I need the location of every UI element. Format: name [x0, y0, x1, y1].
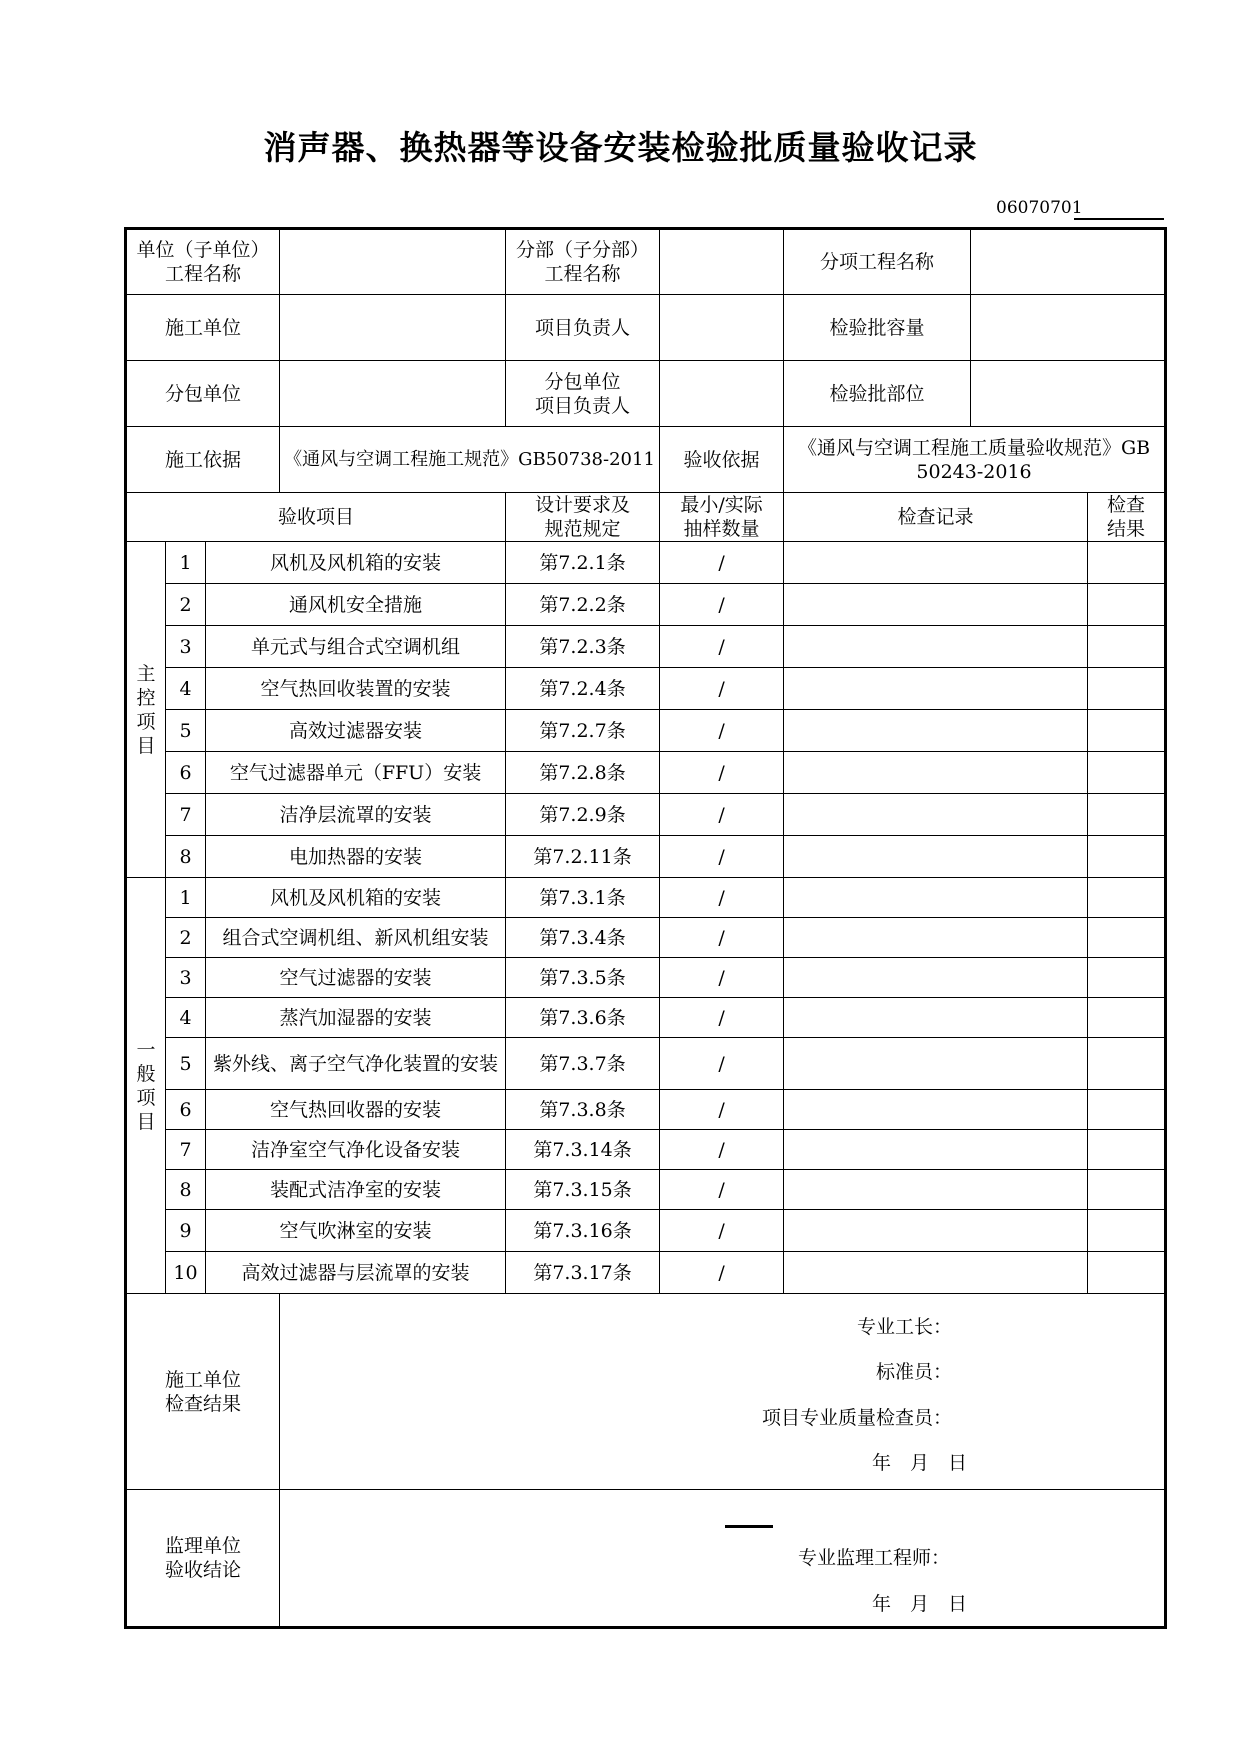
item-result[interactable]: [1088, 1038, 1166, 1090]
acceptance-record-table: [124, 227, 1167, 1629]
item-sample: /: [660, 1038, 784, 1090]
item-record[interactable]: [784, 542, 1088, 584]
item-result[interactable]: [1088, 918, 1166, 958]
item-result[interactable]: [1088, 542, 1166, 584]
item-result[interactable]: [1088, 584, 1166, 626]
general-row: [126, 958, 1166, 998]
item-name: 通风机安全措施: [206, 584, 506, 626]
item-name: 紫外线、离子空气净化装置的安装: [206, 1038, 506, 1090]
item-record[interactable]: [784, 794, 1088, 836]
item-name: 蒸汽加湿器的安装: [206, 998, 506, 1038]
item-record[interactable]: [784, 584, 1088, 626]
item-sample: /: [660, 626, 784, 668]
item-name: 单元式与组合式空调机组: [206, 626, 506, 668]
batch-capacity-value[interactable]: [971, 295, 1166, 361]
item-record[interactable]: [784, 1252, 1088, 1294]
column-item: 验收项目: [126, 493, 506, 542]
item-name: 组合式空调机组、新风机组安装: [206, 918, 506, 958]
item-sample: /: [660, 542, 784, 584]
header-row-construction: [126, 295, 1166, 361]
general-row: [126, 998, 1166, 1038]
item-sample: /: [660, 1130, 784, 1170]
main-control-row: [126, 710, 1166, 752]
item-number: 2: [166, 918, 206, 958]
item-result[interactable]: [1088, 1130, 1166, 1170]
batch-location-value[interactable]: [971, 361, 1166, 427]
construction-basis-value: 《通风与空调工程施工规范》GB50738-2011: [280, 427, 660, 493]
subcontract-manager-value[interactable]: [660, 361, 784, 427]
sub-item-label: 分项工程名称: [784, 229, 971, 295]
supervision-date: 年 月 日: [872, 1593, 968, 1615]
item-clause: 第7.2.11条: [506, 836, 660, 878]
item-number: 5: [166, 710, 206, 752]
item-clause: 第7.3.16条: [506, 1210, 660, 1252]
general-row: [126, 878, 1166, 918]
item-name: 空气过滤器的安装: [206, 958, 506, 998]
inspector-signature-label: 项目专业质量检查员：: [762, 1407, 953, 1429]
item-record[interactable]: [784, 1130, 1088, 1170]
item-sample: /: [660, 794, 784, 836]
subcontract-unit-value[interactable]: [280, 361, 506, 427]
item-result[interactable]: [1088, 1210, 1166, 1252]
item-sample: /: [660, 584, 784, 626]
item-clause: 第7.3.4条: [506, 918, 660, 958]
item-result[interactable]: [1088, 1170, 1166, 1210]
item-clause: 第7.3.8条: [506, 1090, 660, 1130]
item-sample: /: [660, 998, 784, 1038]
item-clause: 第7.3.15条: [506, 1170, 660, 1210]
item-number: 6: [166, 752, 206, 794]
subcontract-manager-label: 分包单位 项目负责人: [506, 361, 660, 427]
supervision-label: 监理单位 验收结论: [126, 1490, 280, 1628]
main-control-row: [126, 836, 1166, 878]
item-sample: /: [660, 878, 784, 918]
item-result[interactable]: [1088, 710, 1166, 752]
item-name: 空气吹淋室的安装: [206, 1210, 506, 1252]
item-record[interactable]: [784, 836, 1088, 878]
general-row: [126, 1130, 1166, 1170]
column-result: 检查 结果: [1088, 493, 1166, 542]
item-record[interactable]: [784, 1038, 1088, 1090]
item-sample: /: [660, 752, 784, 794]
construction-check-date: 年 月 日: [872, 1452, 968, 1474]
column-design: 设计要求及 规范规定: [506, 493, 660, 542]
general-row: [126, 1170, 1166, 1210]
acceptance-basis-label: 验收依据: [660, 427, 784, 493]
main-control-row: [126, 668, 1166, 710]
item-number: 3: [166, 958, 206, 998]
project-manager-value[interactable]: [660, 295, 784, 361]
item-result[interactable]: [1088, 836, 1166, 878]
item-name: 风机及风机箱的安装: [206, 542, 506, 584]
item-name: 高效过滤器安装: [206, 710, 506, 752]
item-clause: 第7.3.5条: [506, 958, 660, 998]
item-sample: /: [660, 1090, 784, 1130]
item-result[interactable]: [1088, 626, 1166, 668]
general-items: [126, 878, 1166, 1294]
item-clause: 第7.2.4条: [506, 668, 660, 710]
supervision-area[interactable]: [280, 1490, 1166, 1628]
item-name: 洁净层流罩的安装: [206, 794, 506, 836]
item-record[interactable]: [784, 668, 1088, 710]
item-result[interactable]: [1088, 958, 1166, 998]
item-clause: 第7.3.14条: [506, 1130, 660, 1170]
general-row: [126, 1210, 1166, 1252]
main-control-row: [126, 584, 1166, 626]
construction-unit-value[interactable]: [280, 295, 506, 361]
item-clause: 第7.3.17条: [506, 1252, 660, 1294]
batch-capacity-label: 检验批容量: [784, 295, 971, 361]
header-row-subcontract: [126, 361, 1166, 427]
item-number: 1: [166, 878, 206, 918]
supervision-engineer-label: 专业监理工程师：: [798, 1547, 951, 1569]
item-clause: 第7.2.2条: [506, 584, 660, 626]
item-result[interactable]: [1088, 752, 1166, 794]
general-row: [126, 1038, 1166, 1090]
main-control-row: [126, 752, 1166, 794]
item-sample: /: [660, 836, 784, 878]
project-manager-label: 项目负责人: [506, 295, 660, 361]
standard-signature-label: 标准员：: [876, 1361, 953, 1383]
item-clause: 第7.3.6条: [506, 998, 660, 1038]
sub-division-value[interactable]: [660, 229, 784, 295]
sub-item-value[interactable]: [971, 229, 1166, 295]
item-clause: 第7.3.1条: [506, 878, 660, 918]
form-code: 06070701: [996, 198, 1083, 218]
construction-check-row: [126, 1294, 1166, 1490]
foreman-signature-label: 专业工长：: [857, 1316, 953, 1338]
item-number: 7: [166, 1130, 206, 1170]
item-number: 4: [166, 998, 206, 1038]
item-record[interactable]: [784, 998, 1088, 1038]
item-number: 4: [166, 668, 206, 710]
item-number: 8: [166, 836, 206, 878]
item-clause: 第7.3.7条: [506, 1038, 660, 1090]
general-group-label: 一般项目: [126, 878, 166, 1294]
item-name: 装配式洁净室的安装: [206, 1170, 506, 1210]
supervision-row: [126, 1490, 1166, 1628]
item-number: 7: [166, 794, 206, 836]
item-name: 空气热回收装置的安装: [206, 668, 506, 710]
item-name: 洁净室空气净化设备安装: [206, 1130, 506, 1170]
item-name: 风机及风机箱的安装: [206, 878, 506, 918]
item-record[interactable]: [784, 1210, 1088, 1252]
unit-project-value[interactable]: [280, 229, 506, 295]
item-sample: /: [660, 958, 784, 998]
item-record[interactable]: [784, 752, 1088, 794]
item-sample: /: [660, 1252, 784, 1294]
page-title: 消声器、换热器等设备安装检验批质量验收记录: [263, 128, 978, 167]
item-number: 8: [166, 1170, 206, 1210]
form-code-underline: [1074, 218, 1164, 220]
item-record[interactable]: [784, 958, 1088, 998]
item-sample: /: [660, 918, 784, 958]
general-row: [126, 918, 1166, 958]
item-clause: 第7.2.7条: [506, 710, 660, 752]
column-header-row: [126, 493, 1166, 542]
construction-check-label: 施工单位 检查结果: [126, 1294, 280, 1490]
main-control-group-label: 主控项目: [126, 542, 166, 878]
item-sample: /: [660, 710, 784, 752]
item-name: 电加热器的安装: [206, 836, 506, 878]
item-clause: 第7.2.8条: [506, 752, 660, 794]
column-record: 检查记录: [784, 493, 1088, 542]
item-record[interactable]: [784, 626, 1088, 668]
item-result[interactable]: [1088, 794, 1166, 836]
construction-basis-label: 施工依据: [126, 427, 280, 493]
item-result[interactable]: [1088, 668, 1166, 710]
item-record[interactable]: [784, 1170, 1088, 1210]
item-sample: /: [660, 1170, 784, 1210]
main-control-row: [126, 626, 1166, 668]
batch-location-label: 检验批部位: [784, 361, 971, 427]
header-row-basis: [126, 427, 1166, 493]
construction-check-area[interactable]: [280, 1294, 1166, 1490]
item-number: 3: [166, 626, 206, 668]
construction-unit-label: 施工单位: [126, 295, 280, 361]
item-sample: /: [660, 668, 784, 710]
unit-project-label: 单位（子单位） 工程名称: [126, 229, 280, 295]
item-result[interactable]: [1088, 878, 1166, 918]
item-record[interactable]: [784, 918, 1088, 958]
item-result[interactable]: [1088, 1090, 1166, 1130]
sub-division-label: 分部（子分部） 工程名称: [506, 229, 660, 295]
item-name: 高效过滤器与层流罩的安装: [206, 1252, 506, 1294]
main-control-items: [126, 542, 1166, 878]
general-row: [126, 1090, 1166, 1130]
acceptance-basis-value: 《通风与空调工程施工质量验收规范》GB 50243-2016: [784, 427, 1166, 493]
item-clause: 第7.2.1条: [506, 542, 660, 584]
column-sample: 最小/实际 抽样数量: [660, 493, 784, 542]
item-number: 2: [166, 584, 206, 626]
item-number: 1: [166, 542, 206, 584]
item-name: 空气热回收器的安装: [206, 1090, 506, 1130]
item-number: 6: [166, 1090, 206, 1130]
item-record[interactable]: [784, 1090, 1088, 1130]
item-clause: 第7.2.3条: [506, 626, 660, 668]
item-record[interactable]: [784, 710, 1088, 752]
header-row-project: [126, 229, 1166, 295]
subcontract-unit-label: 分包单位: [126, 361, 280, 427]
item-clause: 第7.2.9条: [506, 794, 660, 836]
item-number: 10: [166, 1252, 206, 1294]
general-row: [126, 1252, 1166, 1294]
item-number: 5: [166, 1038, 206, 1090]
item-name: 空气过滤器单元（FFU）安装: [206, 752, 506, 794]
main-control-row: [126, 542, 1166, 584]
supervision-mark-line: [725, 1525, 773, 1528]
item-number: 9: [166, 1210, 206, 1252]
item-sample: /: [660, 1210, 784, 1252]
item-record[interactable]: [784, 878, 1088, 918]
item-result[interactable]: [1088, 1252, 1166, 1294]
item-result[interactable]: [1088, 998, 1166, 1038]
main-control-row: [126, 794, 1166, 836]
